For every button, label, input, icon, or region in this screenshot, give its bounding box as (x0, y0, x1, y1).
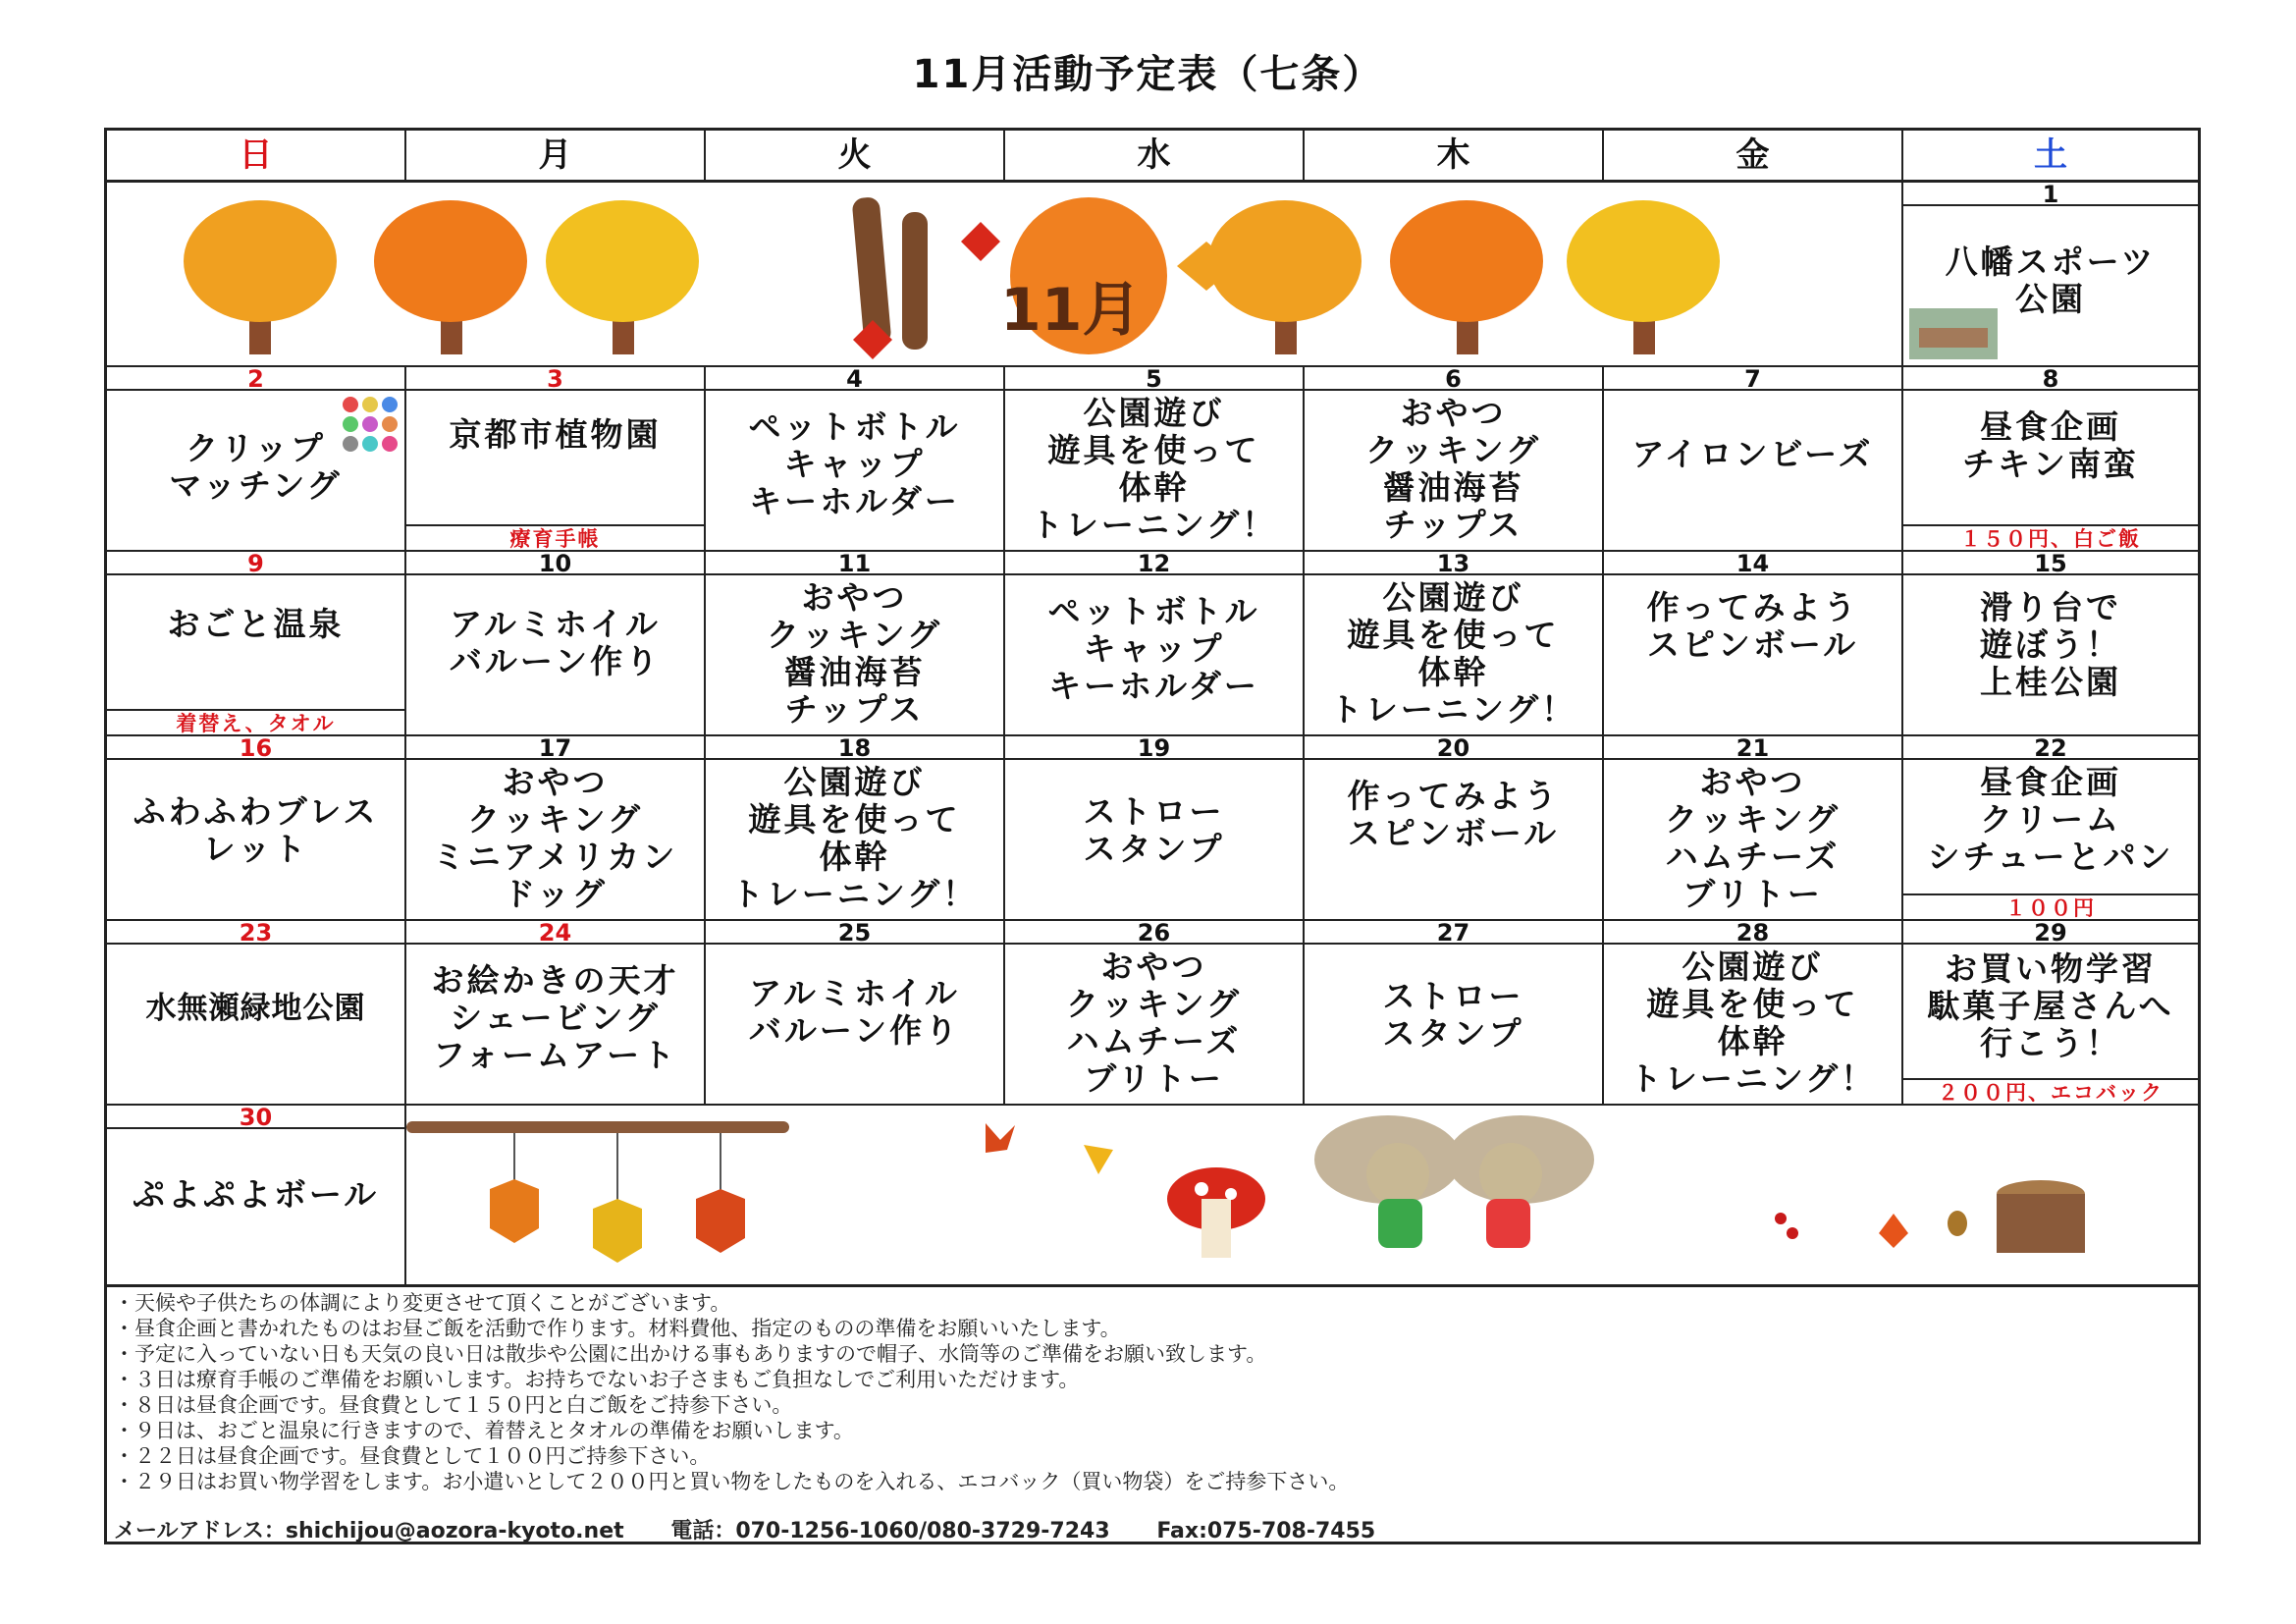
day-cell-21 (1604, 736, 1903, 921)
note-line: ・天候や子供たちの体調により変更させて頂くことがございます。 (114, 1291, 731, 1315)
notes-list (104, 1286, 2201, 1498)
day-cell-14 (1604, 552, 1903, 736)
day-number: 15 (1903, 552, 2198, 575)
activity-text: ペットボトル キャップ キーホルダー (748, 407, 961, 520)
day-number: 29 (1903, 921, 2198, 945)
weekday-sun: 日 (107, 131, 406, 180)
day-number: 25 (706, 921, 1003, 945)
activity-text: 公園遊び 遊具を使って 体幹 トレーニング！ (730, 763, 979, 913)
activity-text: お絵かきの天才 シェービング フォームアート (431, 961, 679, 1074)
day-number: 24 (406, 921, 704, 945)
tree-icon (1390, 200, 1543, 354)
day-cell-8 (1903, 367, 2198, 552)
activity-text: 作ってみよう スピンボール (1646, 588, 1859, 664)
day-cell-18 (706, 736, 1005, 921)
day-cell-19 (1005, 736, 1305, 921)
activity-text: ペットボトル キャップ キーホルダー (1047, 592, 1260, 705)
day-number: 12 (1005, 552, 1303, 575)
note-line: ・８日は昼食企画です。昼食費として１５０円と白ご飯をご持参下さい。 (114, 1393, 793, 1417)
day-cell-12 (1005, 552, 1305, 736)
weekday-sat: 土 (2034, 135, 2067, 175)
day-number: 9 (107, 552, 404, 575)
day-cell-22 (1903, 736, 2198, 921)
day-number: 14 (1604, 552, 1901, 575)
activity-text: おやつ クッキング ミニアメリカン ドッグ (432, 763, 678, 913)
day-cell-10 (406, 552, 706, 736)
day-cell-1 (1903, 183, 2198, 367)
activity-text: おやつ クッキング 醤油海苔 チップス (1364, 394, 1541, 544)
day-note: 療育手帳 (406, 524, 704, 550)
weekday-tue: 火 (706, 131, 1005, 180)
banner-cell (107, 183, 1903, 367)
day-cell-30 (107, 1106, 406, 1287)
day-note: １００円 (1903, 893, 2198, 919)
activity-text: 昼食企画 チキン南蛮 (1962, 407, 2139, 483)
day-number: 2 (107, 367, 404, 391)
day-note: ２００円、エコバック (1903, 1078, 2198, 1104)
activity-text: ストロー スタンプ (1382, 977, 1524, 1053)
weekday-thu: 木 (1305, 131, 1604, 180)
activity-text: おごと温泉 (167, 605, 345, 643)
activity-text: お買い物学習 駄菓子屋さんへ 行こう！ (1927, 949, 2174, 1062)
phone-text: 電話：070-1256-1060/080-3729-7243 (670, 1519, 1110, 1543)
day-number: 6 (1305, 367, 1602, 391)
day-number: 5 (1005, 367, 1303, 391)
day-number: 10 (406, 552, 704, 575)
day-number: 13 (1305, 552, 1602, 575)
activity-text: 八幡スポーツ 公園 (1945, 243, 2157, 318)
tree-icon (1208, 200, 1362, 354)
day-number: 3 (406, 367, 704, 391)
day-number: 19 (1005, 736, 1303, 760)
note-line: ・昼食企画と書かれたものはお昼ご飯を活動で作ります。材料費他、指定のものの準備をお願いいたします。 (114, 1317, 1121, 1340)
tree-stump-icon (1997, 1180, 2085, 1253)
day-note: １５０円、白ご飯 (1903, 524, 2198, 550)
tree-icon (1567, 200, 1720, 354)
activity-text: アイロンビーズ (1631, 435, 1874, 473)
activity-text: ぷよぷよボール (132, 1175, 380, 1214)
autumn-banner-art (107, 183, 1903, 365)
ginkgo-leaf-icon (1084, 1145, 1113, 1174)
day-cell-13 (1305, 552, 1604, 736)
weekday-mon: 月 (406, 131, 706, 180)
page-title: 11月活動予定表（七条） (912, 52, 1384, 97)
note-line: ・９日は、おごと温泉に行きますので、着替えとタオルの準備をお願いします。 (114, 1419, 854, 1442)
day-cell-29 (1903, 921, 2198, 1106)
day-cell-4 (706, 367, 1005, 552)
day-number: 16 (107, 736, 404, 760)
berry-icon (1775, 1213, 1798, 1239)
fax-text: Fax:075-708-7455 (1156, 1519, 1376, 1543)
day-cell-20 (1305, 736, 1604, 921)
day-cell-15 (1903, 552, 2198, 736)
day-number: 11 (706, 552, 1003, 575)
day-number: 20 (1305, 736, 1602, 760)
note-line: ・３日は療育手帳のご準備をお願いします。お持ちでないお子さまもご負担なしでご利用いただけます。 (114, 1368, 1080, 1391)
squirrel-icon (1314, 1115, 1462, 1248)
day-number: 18 (706, 736, 1003, 760)
day-number: 8 (1903, 367, 2198, 391)
contact-info (114, 1514, 1415, 1544)
note-line: ・２９日はお買い物学習をします。お小遣いとして２００円と買い物をしたものを入れる、エコバック（買い物袋）をご持参下さい。 (114, 1470, 1350, 1493)
day-number: 28 (1604, 921, 1901, 945)
note-line: ・２２日は昼食企画です。昼食費として１００円ご持参下さい。 (114, 1444, 711, 1468)
weekday-fri: 金 (1604, 131, 1903, 180)
tree-icon (184, 200, 337, 354)
activity-text: おやつ クッキング ハムチーズ ブリトー (1065, 947, 1242, 1098)
day-number: 26 (1005, 921, 1303, 945)
day-cell-16 (107, 736, 406, 921)
activity-text: おやつ クッキング ハムチーズ ブリトー (1664, 763, 1841, 913)
day-cell-23 (107, 921, 406, 1106)
day-number: 21 (1604, 736, 1901, 760)
activity-text: ふわふわブレス レット (133, 792, 379, 868)
activity-text: アルミホイル バルーン作り (449, 605, 662, 680)
day-number: 27 (1305, 921, 1602, 945)
activity-text: 昼食企画 クリーム シチューとパン (1927, 763, 2174, 876)
day-number: 22 (1903, 736, 2198, 760)
branch-ornaments-icon (406, 1121, 789, 1263)
day-cell-17 (406, 736, 706, 921)
day-cell-2 (107, 367, 406, 552)
mushroom-icon (1167, 1167, 1265, 1258)
activity-text: 公園遊び 遊具を使って 体幹 トレーニング！ (1329, 578, 1577, 729)
day-number: 1 (1903, 183, 2198, 206)
activity-text: 京都市植物園 (449, 415, 662, 454)
maple-leaf-icon (986, 1123, 1015, 1153)
day-number: 17 (406, 736, 704, 760)
day-cell-28 (1604, 921, 1903, 1106)
maple-leaf-icon (1879, 1214, 1908, 1248)
svg-text:11月: 11月 (1000, 276, 1142, 345)
color-dots-icon (341, 395, 401, 456)
day-cell-11 (706, 552, 1005, 736)
email-text[interactable]: メールアドレス：shichijou@aozora-kyoto.net (114, 1519, 624, 1543)
tree-icon (546, 200, 699, 354)
activity-text: クリップ マッチング (169, 429, 343, 505)
activity-text: ストロー スタンプ (1083, 792, 1225, 868)
day-number: 23 (107, 921, 404, 945)
activity-text: 公園遊び 遊具を使って 体幹 トレーニング！ (1030, 394, 1278, 544)
day-cell-27 (1305, 921, 1604, 1106)
day-number: 4 (706, 367, 1003, 391)
day-cell-6 (1305, 367, 1604, 552)
weekday-wed: 水 (1005, 131, 1305, 180)
activity-text: 滑り台で 遊ぼう！ 上桂公園 (1980, 588, 2121, 701)
activity-text: 作ってみよう スピンボール (1347, 777, 1560, 852)
park-photo-icon (1909, 308, 1998, 359)
day-cell-24 (406, 921, 706, 1106)
day-cell-5 (1005, 367, 1305, 552)
day-number: 7 (1604, 367, 1901, 391)
day-note: 着替え、タオル (107, 709, 404, 734)
note-line: ・予定に入っていない日も天気の良い日は散歩や公園に出かける事もありますので帽子、水筒等のご準備をお願い致します。 (114, 1342, 1267, 1366)
day-cell-26 (1005, 921, 1305, 1106)
november-emblem-icon (852, 196, 1236, 359)
day-number: 30 (107, 1106, 404, 1129)
activity-text: 水無瀬緑地公園 (145, 991, 366, 1026)
day-cell-25 (706, 921, 1005, 1106)
activity-text: 公園遊び 遊具を使って 体幹 トレーニング！ (1629, 947, 1877, 1098)
activity-text: おやつ クッキング 醤油海苔 チップス (766, 578, 942, 729)
acorn-icon (1948, 1211, 1967, 1236)
activity-text: アルミホイル バルーン作り (748, 974, 961, 1050)
tree-icon (374, 200, 527, 354)
day-cell-7 (1604, 367, 1903, 552)
day-cell-9 (107, 552, 406, 736)
autumn-decoration-cell (406, 1106, 2198, 1287)
day-cell-3 (406, 367, 706, 552)
autumn-decoration-art (406, 1106, 2198, 1287)
squirrel-icon (1447, 1115, 1594, 1248)
